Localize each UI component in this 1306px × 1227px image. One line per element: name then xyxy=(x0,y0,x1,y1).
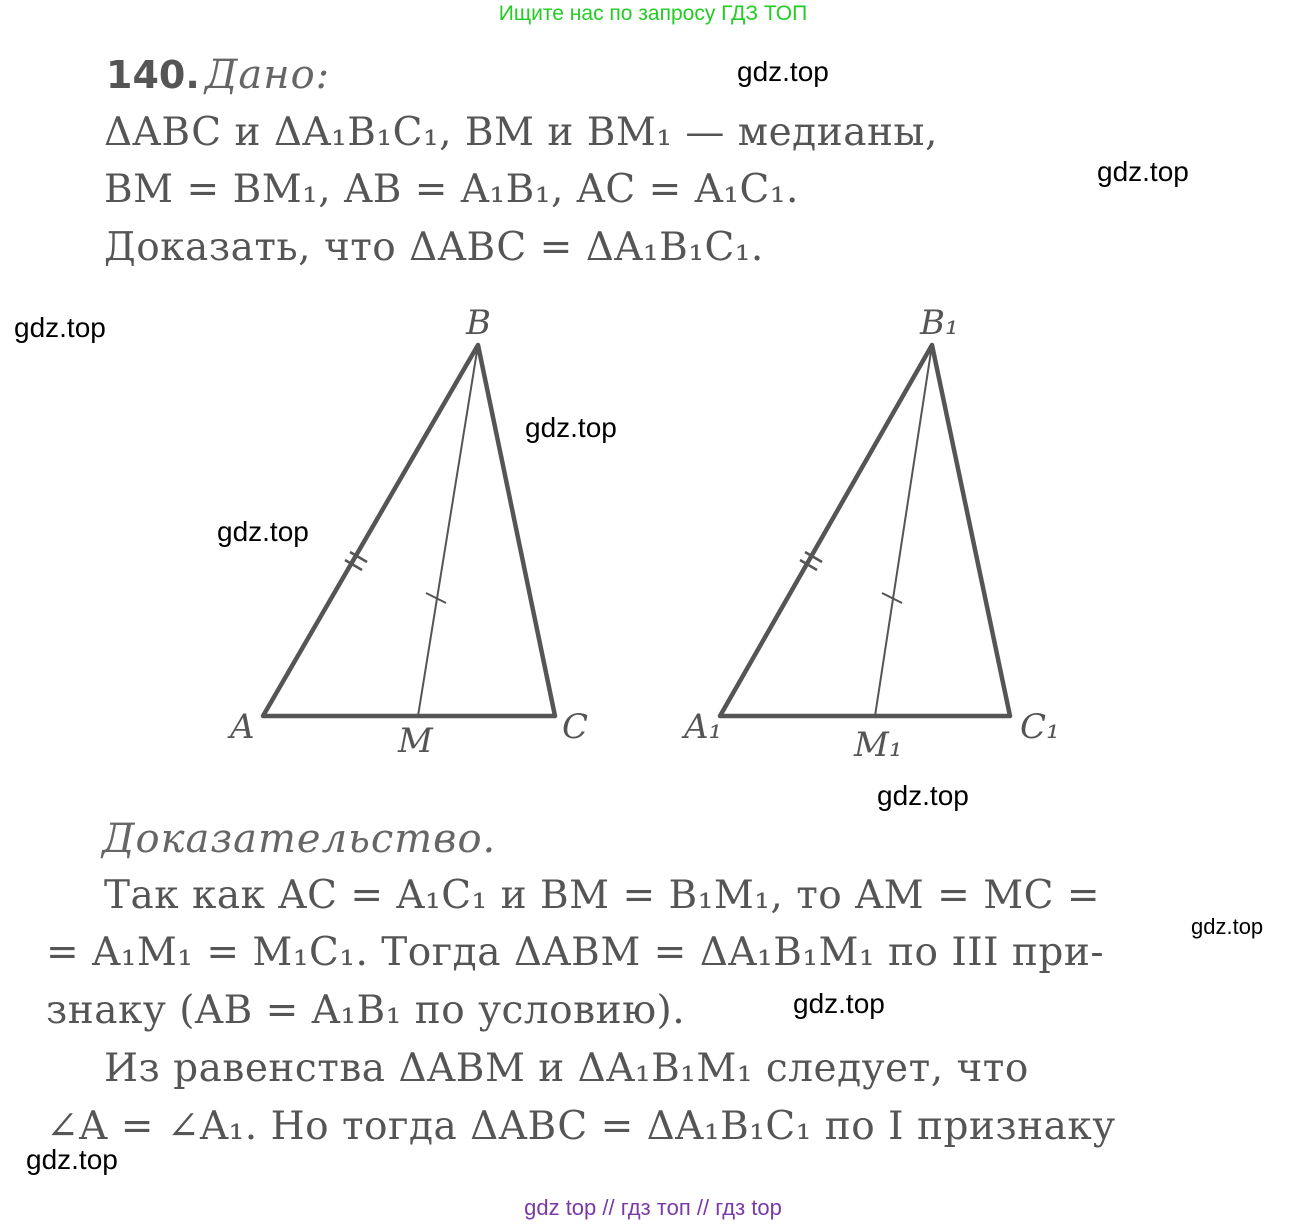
prove-line: Доказать, что ΔABC = ΔA₁B₁C₁. xyxy=(104,225,764,270)
search-banner: Ищите нас по запросу ГДЗ ТОП xyxy=(498,2,808,25)
proof-line-1: Так как AC = A₁C₁ и BM = B₁M₁, то AM = MC = xyxy=(104,873,1101,918)
proof-line-2: = A₁M₁ = M₁C₁. Тогда ΔABM = ΔA₁B₁M₁ по III при- xyxy=(46,930,1105,975)
watermark: gdz.top xyxy=(525,412,617,443)
problem-number: 140. xyxy=(106,53,200,97)
triangle-a1b1c1 xyxy=(681,303,1060,765)
given-line-2: BM = BM₁, AB = A₁B₁, AC = A₁C₁. xyxy=(104,167,799,212)
footer-watermark: gdz top // гдз топ // гдз top xyxy=(524,1195,782,1220)
median-b1m1 xyxy=(875,345,932,716)
vertex-c1-label: C₁ xyxy=(1020,707,1060,747)
watermark: gdz.top xyxy=(26,1144,118,1175)
triangle-a1b1c1-outline xyxy=(720,345,1010,716)
proof-line-5: ∠A = ∠A₁. Но тогда ΔABC = ΔA₁B₁C₁ по I признаку xyxy=(46,1104,1116,1149)
watermark: gdz.top xyxy=(217,516,309,547)
watermark: gdz.top xyxy=(737,56,829,87)
point-m-label: M xyxy=(398,721,433,761)
vertex-a1-label: A₁ xyxy=(684,707,723,747)
vertex-a-label: A xyxy=(230,707,255,747)
watermark: gdz.top xyxy=(877,780,969,811)
vertex-c-label: C xyxy=(562,707,589,747)
given-label: Дано: xyxy=(204,52,331,98)
vertex-b-label: B xyxy=(466,303,491,343)
proof-line-4: Из равенства ΔABM и ΔA₁B₁M₁ следует, что xyxy=(104,1046,1029,1091)
watermark: gdz.top xyxy=(793,988,885,1019)
point-m1-label: M₁ xyxy=(854,725,903,765)
proof-heading: Доказательство. xyxy=(102,816,497,862)
watermark: gdz.top xyxy=(1097,156,1189,187)
proof-line-3: знаку (AB = A₁B₁ по условию). xyxy=(46,988,686,1033)
watermark: gdz.top xyxy=(14,312,106,343)
watermark: gdz.top xyxy=(1191,914,1264,939)
vertex-b1-label: B₁ xyxy=(920,303,959,343)
given-line-1: ΔABC и ΔA₁B₁C₁, BM и BM₁ — медианы, xyxy=(104,110,938,155)
